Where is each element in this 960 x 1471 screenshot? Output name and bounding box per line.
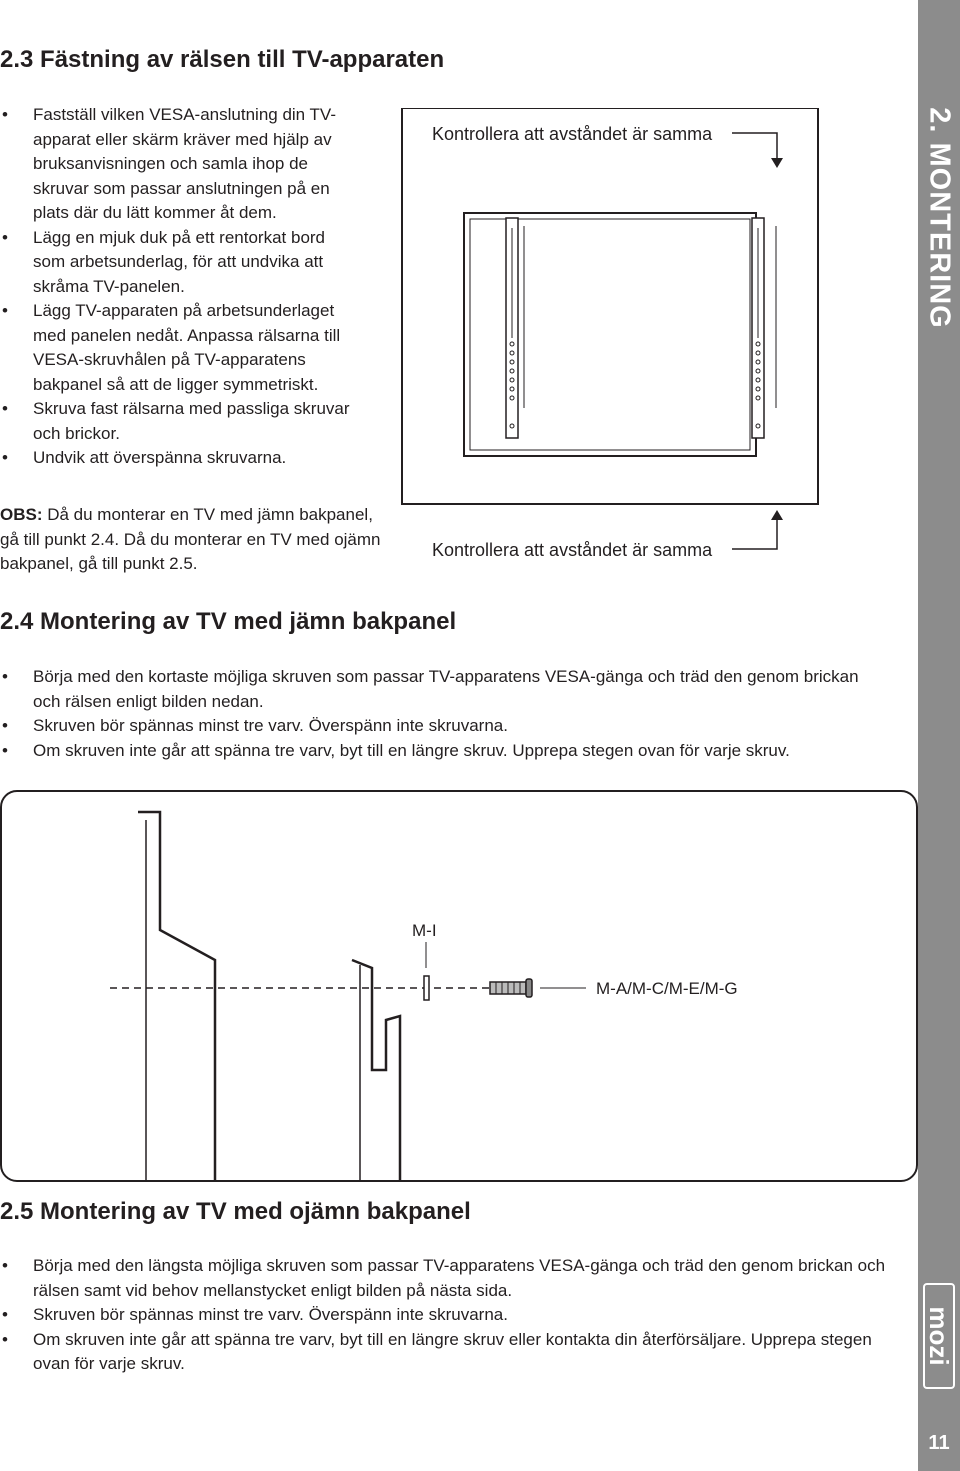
list-item: • Skruva fast rälsarna med passliga skruvar och brickor. (0, 397, 360, 446)
arrow-line-bottom (732, 518, 777, 549)
list-item: • Undvik att överspänna skruvarna. (0, 446, 360, 471)
washer-label: M-I (412, 921, 437, 940)
chapter-sidebar (918, 0, 960, 1471)
list-item: • Lägg en mjuk duk på ett rentorkat bord som arbetsunderlag, för att undvika att skråma TV-panelen. (0, 226, 360, 300)
list-item: • Skruven bör spännas minst tre varv. Överspänn inte skruvarna. (0, 714, 890, 739)
arrow-head-bottom (771, 510, 783, 520)
note-label: OBS: (0, 505, 43, 524)
section-2-5-heading: 2.5 Montering av TV med ojämn bakpanel (0, 1198, 471, 1225)
brand-logo (918, 1282, 960, 1392)
list-item: • Om skruven inte går att spänna tre varv, byt till en längre skruv. Upprepa stegen ovan för varje skruv. (0, 739, 890, 764)
list-item: • Fastställ vilken VESA-anslutning din TV-apparat eller skärm kräver med hjälp av bruksanvisningen och samla ihop de skruvar som passar anslutningen på en plats där du lätt kommer åt dem. (0, 103, 360, 226)
page-number: 11 (928, 1432, 950, 1454)
section-2-4-list (0, 665, 890, 763)
chapter-title-box (918, 107, 960, 329)
list-item: • Börja med den kortaste möjliga skruven som passar TV-apparatens VESA-gänga och träd den genom brickan och rälsen enligt bilden nedan. (0, 665, 890, 714)
list-item: • Skruven bör spännas minst tre varv. Överspänn inte skruvarna. (0, 1303, 890, 1328)
section-2-3-list (0, 103, 360, 471)
flat-panel-mounting-diagram (0, 790, 920, 1190)
rail-diagram (400, 108, 820, 580)
washer-icon (424, 976, 429, 1000)
list-item: • Om skruven inte går att spänna tre varv, byt till en längre skruv eller kontakta din återförsäljare. Upprepa stegen ovan för varje skruv. (0, 1328, 890, 1377)
section-2-3-heading: 2.3 Fästning av rälsen till TV-apparaten (0, 46, 445, 73)
distance-label-bottom: Kontrollera att avståndet är samma (432, 540, 713, 560)
screw-label: M-A/M-C/M-E/M-G (596, 979, 738, 998)
section-2-4-heading: 2.4 Montering av TV med jämn bakpanel (0, 608, 457, 635)
brand-logo-text: mozi (924, 1306, 954, 1366)
section-2-5-list (0, 1254, 890, 1377)
list-item: • Lägg TV-apparaten på arbetsunderlaget med panelen nedåt. Anpassa rälsarna till VESA-skruvhålen på TV-apparatens bakpanel så att de ligger symmetriskt. (0, 299, 360, 397)
chapter-title: 2. MONTERING (923, 107, 956, 329)
diagram-frame (1, 791, 917, 1181)
distance-label-top: Kontrollera att avståndet är samma (432, 124, 713, 144)
note (0, 503, 390, 577)
list-item: • Börja med den längsta möjliga skruven som passar TV-apparatens VESA-gänga och träd den genom brickan och rälsen samt vid behov mellanstycket enligt bilden på nästa sida. (0, 1254, 890, 1303)
screw-icon (490, 979, 532, 997)
note-text: Då du monterar en TV med jämn bakpanel, gå till punkt 2.4. Då du monterar en TV med ojämn bakpanel, gå till punkt 2.5. (0, 505, 381, 573)
